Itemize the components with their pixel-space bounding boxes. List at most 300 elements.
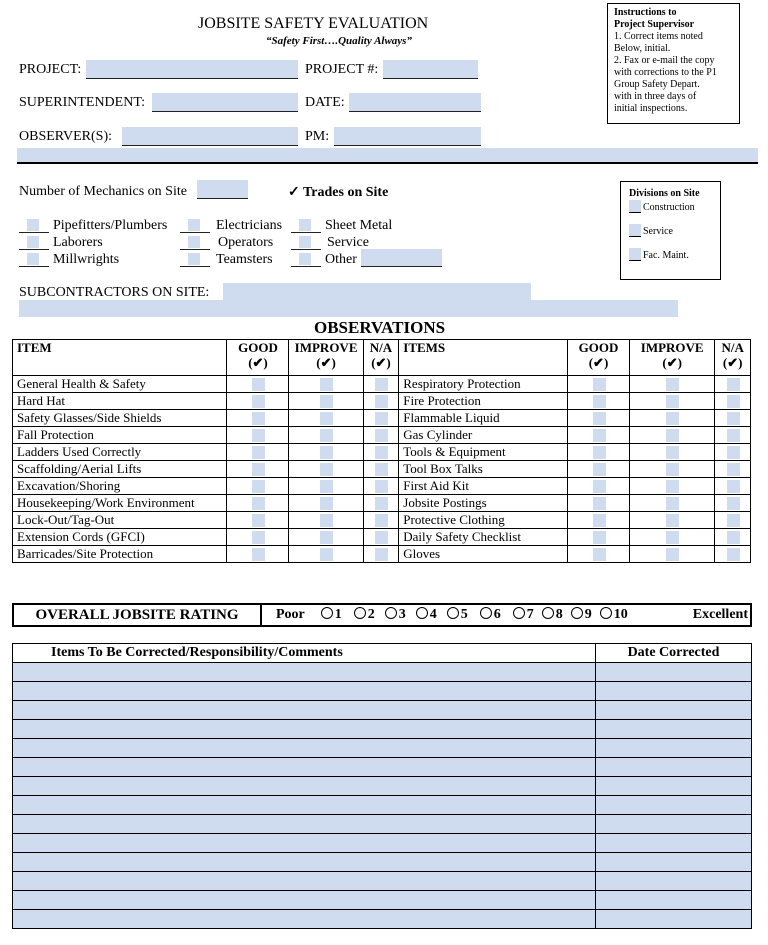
correction-comment-input[interactable]	[13, 872, 596, 891]
observation-item: General Health & Safety	[13, 376, 227, 393]
checkbox[interactable]	[375, 480, 388, 493]
radio-icon[interactable]	[480, 607, 492, 619]
improve-checkbox[interactable]	[630, 427, 715, 444]
trade-millwrights[interactable]	[19, 251, 167, 268]
correction-comment-input[interactable]	[13, 853, 596, 872]
checkbox[interactable]	[320, 548, 333, 561]
rating-option-label: 6	[493, 607, 501, 622]
date-corrected-input[interactable]	[596, 739, 752, 758]
checkbox[interactable]	[666, 480, 679, 493]
checkbox[interactable]	[666, 497, 679, 510]
observation-item: Extension Cords (GFCI)	[13, 529, 227, 546]
date-corrected-header: Date Corrected	[596, 644, 752, 663]
na-checkbox[interactable]	[363, 512, 399, 529]
observation-item: First Aid Kit	[399, 478, 568, 495]
good-checkbox[interactable]	[568, 529, 630, 546]
checkbox[interactable]	[727, 395, 740, 408]
instructions-line: 2. Fax or e-mail the copy	[614, 55, 715, 66]
checkbox[interactable]	[666, 395, 679, 408]
division-label: Construction	[643, 202, 695, 213]
checkbox[interactable]	[375, 514, 388, 527]
improve-checkbox[interactable]	[289, 393, 363, 410]
trades-column-2	[180, 217, 282, 268]
division-label: Fac. Maint.	[643, 250, 689, 261]
correction-row	[13, 891, 752, 910]
correction-comment-input[interactable]	[13, 815, 596, 834]
correction-comment-input[interactable]	[13, 891, 596, 910]
checkbox[interactable]	[375, 463, 388, 476]
mechanics-label: Number of Mechanics on Site	[19, 184, 187, 199]
na-checkbox[interactable]	[363, 393, 399, 410]
observation-row	[13, 495, 751, 512]
observation-item: Gas Cylinder	[399, 427, 568, 444]
checkbox[interactable]	[375, 429, 388, 442]
superintendent-input[interactable]	[152, 93, 298, 112]
rating-option-8[interactable]	[542, 607, 563, 623]
rating-option-2[interactable]	[354, 607, 375, 623]
subcontractors-input-2[interactable]	[19, 300, 678, 317]
na-header-label: N/A	[721, 340, 744, 355]
date-corrected-input[interactable]	[596, 720, 752, 739]
instructions-heading-2: Project Supervisor	[614, 19, 695, 30]
na-checkbox[interactable]	[715, 376, 751, 393]
good-checkbox[interactable]	[227, 393, 289, 410]
rating-option-4[interactable]	[416, 607, 437, 623]
observation-item: Tool Box Talks	[399, 461, 568, 478]
checkbox[interactable]	[727, 378, 740, 391]
trade-label: Service	[327, 234, 369, 250]
na-checkbox[interactable]	[715, 444, 751, 461]
rating-options	[311, 607, 628, 623]
trades-heading: ✓ Trades on Site	[288, 185, 389, 200]
observers-label: OBSERVER(S):	[19, 129, 113, 144]
checkbox[interactable]	[252, 429, 265, 442]
good-checkbox[interactable]	[227, 444, 289, 461]
mechanics-input[interactable]	[197, 180, 248, 199]
instructions-line: 1. Correct items noted	[614, 31, 703, 42]
checkbox[interactable]	[375, 395, 388, 408]
checkbox[interactable]	[593, 480, 606, 493]
checkbox[interactable]	[188, 236, 200, 248]
good-checkbox[interactable]	[568, 461, 630, 478]
checkbox[interactable]	[188, 219, 200, 231]
corrections-table	[12, 643, 752, 929]
observation-item: Protective Clothing	[399, 512, 568, 529]
instructions-line: with corrections to the P1	[614, 67, 717, 78]
observation-item: Scaffolding/Aerial Lifts	[13, 461, 227, 478]
rating-poor-label: Poor	[276, 607, 305, 622]
checkbox[interactable]	[593, 446, 606, 459]
observation-item: Safety Glasses/Side Shields	[13, 410, 227, 427]
date-corrected-input[interactable]	[596, 758, 752, 777]
checkbox[interactable]	[252, 548, 265, 561]
improve-header-label: IMPROVE	[640, 340, 704, 355]
na-checkbox[interactable]	[363, 427, 399, 444]
divisions-box	[620, 181, 721, 280]
correction-comment-input[interactable]	[13, 834, 596, 853]
good-checkbox[interactable]	[568, 393, 630, 410]
checkbox[interactable]	[727, 480, 740, 493]
instructions-line: with in three days of	[614, 91, 697, 102]
na-checkbox[interactable]	[715, 495, 751, 512]
good-checkbox[interactable]	[568, 427, 630, 444]
date-corrected-input[interactable]	[596, 796, 752, 815]
observation-row	[13, 461, 751, 478]
improve-checkbox[interactable]	[630, 376, 715, 393]
na-header-2	[715, 340, 751, 376]
observation-row	[13, 393, 751, 410]
checkbox[interactable]	[320, 514, 333, 527]
correction-comment-input[interactable]	[13, 663, 596, 682]
date-corrected-input[interactable]	[596, 891, 752, 910]
correction-row	[13, 720, 752, 739]
na-checkbox[interactable]	[715, 461, 751, 478]
observation-row	[13, 427, 751, 444]
date-corrected-input[interactable]	[596, 777, 752, 796]
na-checkbox[interactable]	[363, 495, 399, 512]
checkbox[interactable]	[27, 236, 39, 248]
good-checkbox[interactable]	[227, 495, 289, 512]
good-checkbox[interactable]	[227, 512, 289, 529]
rating-option-label: 10	[613, 607, 628, 622]
date-corrected-input[interactable]	[596, 815, 752, 834]
checkbox[interactable]	[593, 378, 606, 391]
na-header-label: N/A	[369, 340, 393, 355]
rating-option-label: 1	[334, 607, 342, 622]
na-checkbox[interactable]	[363, 461, 399, 478]
good-checkbox[interactable]	[568, 495, 630, 512]
checkbox[interactable]	[727, 514, 740, 527]
na-checkbox[interactable]	[715, 529, 751, 546]
date-corrected-input[interactable]	[596, 853, 752, 872]
trade-operators[interactable]	[180, 234, 282, 251]
na-checkbox[interactable]	[715, 427, 751, 444]
checkbox[interactable]	[727, 412, 740, 425]
checkbox[interactable]	[252, 378, 265, 391]
trade-label: Operators	[218, 234, 274, 250]
good-checkbox[interactable]	[227, 529, 289, 546]
item-header: ITEM	[13, 340, 227, 376]
improve-checkbox[interactable]	[289, 444, 363, 461]
improve-checkbox[interactable]	[289, 495, 363, 512]
improve-header-2	[630, 340, 715, 376]
checkbox[interactable]	[666, 446, 679, 459]
checkbox[interactable]	[375, 446, 388, 459]
other-trade-input[interactable]	[361, 249, 442, 267]
date-corrected-input[interactable]	[596, 701, 752, 720]
good-header	[227, 340, 289, 376]
correction-comment-input[interactable]	[13, 739, 596, 758]
trade-label: Teamsters	[216, 251, 273, 267]
good-checkbox[interactable]	[227, 546, 289, 563]
correction-comment-input[interactable]	[13, 796, 596, 815]
observation-item: Jobsite Postings	[399, 495, 568, 512]
checkbox[interactable]	[727, 463, 740, 476]
good-checkbox[interactable]	[227, 427, 289, 444]
project-input[interactable]	[86, 60, 298, 79]
checkbox[interactable]	[252, 412, 265, 425]
division-label: Service	[643, 226, 673, 237]
instructions-heading: Instructions to	[614, 7, 677, 18]
correction-row	[13, 663, 752, 682]
checkbox[interactable]	[666, 531, 679, 544]
correction-comment-input[interactable]	[13, 701, 596, 720]
radio-icon[interactable]	[447, 607, 459, 619]
radio-icon[interactable]	[542, 607, 554, 619]
radio-icon[interactable]	[354, 607, 366, 619]
na-checkbox[interactable]	[715, 410, 751, 427]
good-checkbox[interactable]	[568, 376, 630, 393]
na-checkbox[interactable]	[715, 546, 751, 563]
good-checkbox[interactable]	[227, 410, 289, 427]
correction-row	[13, 910, 752, 929]
correction-comment-input[interactable]	[13, 720, 596, 739]
good-checkbox[interactable]	[568, 546, 630, 563]
checkbox[interactable]	[375, 378, 388, 391]
observers-input[interactable]	[122, 127, 298, 146]
checkbox[interactable]	[252, 395, 265, 408]
improve-checkbox[interactable]	[630, 512, 715, 529]
checkbox[interactable]	[666, 429, 679, 442]
checkbox[interactable]	[375, 531, 388, 544]
observation-row	[13, 478, 751, 495]
trade-laborers[interactable]	[19, 234, 167, 251]
date-corrected-input[interactable]	[596, 834, 752, 853]
correction-row	[13, 796, 752, 815]
division-service[interactable]	[629, 223, 720, 237]
check-label: (✔)	[248, 355, 268, 370]
improve-checkbox[interactable]	[289, 410, 363, 427]
checkbox[interactable]	[320, 395, 333, 408]
trade-sheet-metal[interactable]	[291, 217, 392, 234]
rating-option-5[interactable]	[447, 607, 468, 623]
improve-checkbox[interactable]	[630, 478, 715, 495]
checkbox[interactable]	[593, 463, 606, 476]
checkbox[interactable]	[27, 219, 39, 231]
checkbox[interactable]	[666, 463, 679, 476]
trade-teamsters[interactable]	[180, 251, 282, 268]
good-checkbox[interactable]	[568, 444, 630, 461]
checkbox[interactable]	[593, 395, 606, 408]
check-label: (✔)	[588, 355, 609, 370]
na-checkbox[interactable]	[363, 546, 399, 563]
checkbox[interactable]	[629, 248, 641, 261]
checkbox[interactable]	[320, 412, 333, 425]
radio-icon[interactable]	[385, 607, 397, 619]
date-corrected-input[interactable]	[596, 663, 752, 682]
checkbox[interactable]	[666, 412, 679, 425]
na-checkbox[interactable]	[363, 444, 399, 461]
good-checkbox[interactable]	[568, 410, 630, 427]
observation-row	[13, 512, 751, 529]
checkbox[interactable]	[727, 446, 740, 459]
divisions-title: Divisions on Site	[629, 188, 700, 199]
checkbox[interactable]	[299, 236, 311, 248]
checkbox[interactable]	[593, 548, 606, 561]
checkbox[interactable]	[593, 429, 606, 442]
subcontractors-input[interactable]	[223, 283, 531, 301]
checkbox[interactable]	[375, 548, 388, 561]
trade-label: Electricians	[216, 217, 283, 233]
improve-checkbox[interactable]	[289, 512, 363, 529]
observation-item: Respiratory Protection	[399, 376, 568, 393]
improve-checkbox[interactable]	[630, 529, 715, 546]
improve-checkbox[interactable]	[630, 546, 715, 563]
check-label: (✔)	[662, 355, 682, 370]
na-checkbox[interactable]	[715, 478, 751, 495]
checkbox[interactable]	[666, 378, 679, 391]
page-subtitle: “Safety First….Quality Always”	[266, 35, 412, 47]
pm-input[interactable]	[334, 127, 481, 146]
checkbox[interactable]	[188, 253, 200, 265]
correction-row	[13, 853, 752, 872]
rating-option-6[interactable]	[480, 607, 501, 623]
rating-option-10[interactable]	[600, 607, 628, 623]
checkbox[interactable]	[252, 463, 265, 476]
checkbox[interactable]	[666, 548, 679, 561]
improve-checkbox[interactable]	[289, 376, 363, 393]
checkbox[interactable]	[320, 463, 333, 476]
improve-checkbox[interactable]	[289, 427, 363, 444]
correction-row	[13, 701, 752, 720]
correction-row	[13, 872, 752, 891]
improve-checkbox[interactable]	[630, 461, 715, 478]
correction-comment-input[interactable]	[13, 777, 596, 796]
improve-checkbox[interactable]	[289, 546, 363, 563]
observation-item: Housekeeping/Work Environment	[13, 495, 227, 512]
checkbox[interactable]	[252, 497, 265, 510]
checkbox[interactable]	[320, 497, 333, 510]
checkbox[interactable]	[252, 531, 265, 544]
checkbox[interactable]	[27, 253, 39, 265]
na-checkbox[interactable]	[363, 410, 399, 427]
check-label: (✔)	[316, 355, 336, 370]
correction-row	[13, 739, 752, 758]
checkbox[interactable]	[320, 429, 333, 442]
pm-label: PM:	[305, 129, 330, 144]
correction-comment-input[interactable]	[13, 758, 596, 777]
instructions-line: Below, initial.	[614, 43, 671, 54]
checkbox[interactable]	[375, 412, 388, 425]
improve-checkbox[interactable]	[289, 478, 363, 495]
observation-item: Ladders Used Correctly	[13, 444, 227, 461]
date-corrected-input[interactable]	[596, 910, 752, 929]
checkbox[interactable]	[629, 224, 641, 237]
date-corrected-input[interactable]	[596, 872, 752, 891]
date-corrected-input[interactable]	[596, 682, 752, 701]
correction-row	[13, 815, 752, 834]
division-construction[interactable]	[629, 199, 720, 213]
na-checkbox[interactable]	[715, 512, 751, 529]
observation-item: Excavation/Shoring	[13, 478, 227, 495]
checkbox[interactable]	[727, 429, 740, 442]
checkbox[interactable]	[629, 200, 641, 213]
radio-icon[interactable]	[416, 607, 428, 619]
rating-option-label: 5	[460, 607, 468, 622]
project-number-input[interactable]	[383, 60, 478, 79]
checkbox[interactable]	[320, 378, 333, 391]
checkbox[interactable]	[252, 514, 265, 527]
radio-icon[interactable]	[600, 607, 612, 619]
radio-icon[interactable]	[513, 607, 525, 619]
checkbox[interactable]	[299, 219, 311, 231]
section-divider	[17, 148, 758, 164]
improve-checkbox[interactable]	[289, 461, 363, 478]
instructions-box	[607, 3, 740, 124]
observation-item: Daily Safety Checklist	[399, 529, 568, 546]
good-checkbox[interactable]	[568, 478, 630, 495]
checkbox[interactable]	[252, 480, 265, 493]
correction-comment-input[interactable]	[13, 682, 596, 701]
correction-row	[13, 777, 752, 796]
rating-option-3[interactable]	[385, 607, 406, 623]
good-checkbox[interactable]	[227, 376, 289, 393]
good-checkbox[interactable]	[227, 478, 289, 495]
checkbox[interactable]	[252, 446, 265, 459]
date-input[interactable]	[349, 93, 481, 112]
checkbox[interactable]	[299, 253, 311, 265]
na-checkbox[interactable]	[363, 529, 399, 546]
checkbox[interactable]	[593, 531, 606, 544]
rating-option-7[interactable]	[513, 607, 534, 623]
radio-icon[interactable]	[321, 607, 333, 619]
improve-checkbox[interactable]	[630, 495, 715, 512]
improve-checkbox[interactable]	[630, 444, 715, 461]
checkbox[interactable]	[727, 497, 740, 510]
trade-pipefitters[interactable]	[19, 217, 167, 234]
checkbox[interactable]	[320, 446, 333, 459]
date-label: DATE:	[305, 95, 345, 110]
rating-option-9[interactable]	[571, 607, 592, 623]
observations-title: OBSERVATIONS	[314, 318, 446, 337]
observation-row	[13, 410, 751, 427]
rating-option-1[interactable]	[321, 607, 342, 623]
check-label: (✔)	[371, 355, 391, 370]
good-checkbox[interactable]	[227, 461, 289, 478]
checkbox[interactable]	[593, 497, 606, 510]
good-checkbox[interactable]	[568, 512, 630, 529]
improve-header-label: IMPROVE	[294, 340, 358, 355]
subcontractors-label: SUBCONTRACTORS ON SITE:	[19, 285, 210, 300]
good-header-label: GOOD	[578, 340, 619, 355]
checkbox[interactable]	[593, 514, 606, 527]
improve-header	[289, 340, 363, 376]
na-checkbox[interactable]	[363, 376, 399, 393]
improve-checkbox[interactable]	[630, 393, 715, 410]
checkbox[interactable]	[320, 480, 333, 493]
checkbox[interactable]	[593, 412, 606, 425]
correction-comment-input[interactable]	[13, 910, 596, 929]
observation-row	[13, 546, 751, 563]
overall-rating-row	[12, 603, 752, 627]
radio-icon[interactable]	[571, 607, 583, 619]
division-fac-maint[interactable]	[629, 247, 720, 261]
checkbox[interactable]	[727, 548, 740, 561]
na-checkbox[interactable]	[715, 393, 751, 410]
observation-item: Fall Protection	[13, 427, 227, 444]
observation-item: Gloves	[399, 546, 568, 563]
trade-label: Pipefitters/Plumbers	[53, 217, 168, 233]
trade-electricians[interactable]	[180, 217, 282, 234]
checkbox[interactable]	[666, 514, 679, 527]
trades-column-1	[19, 217, 167, 268]
checkbox[interactable]	[375, 497, 388, 510]
improve-checkbox[interactable]	[289, 529, 363, 546]
improve-checkbox[interactable]	[630, 410, 715, 427]
checkbox[interactable]	[320, 531, 333, 544]
na-checkbox[interactable]	[363, 478, 399, 495]
checkbox[interactable]	[727, 531, 740, 544]
